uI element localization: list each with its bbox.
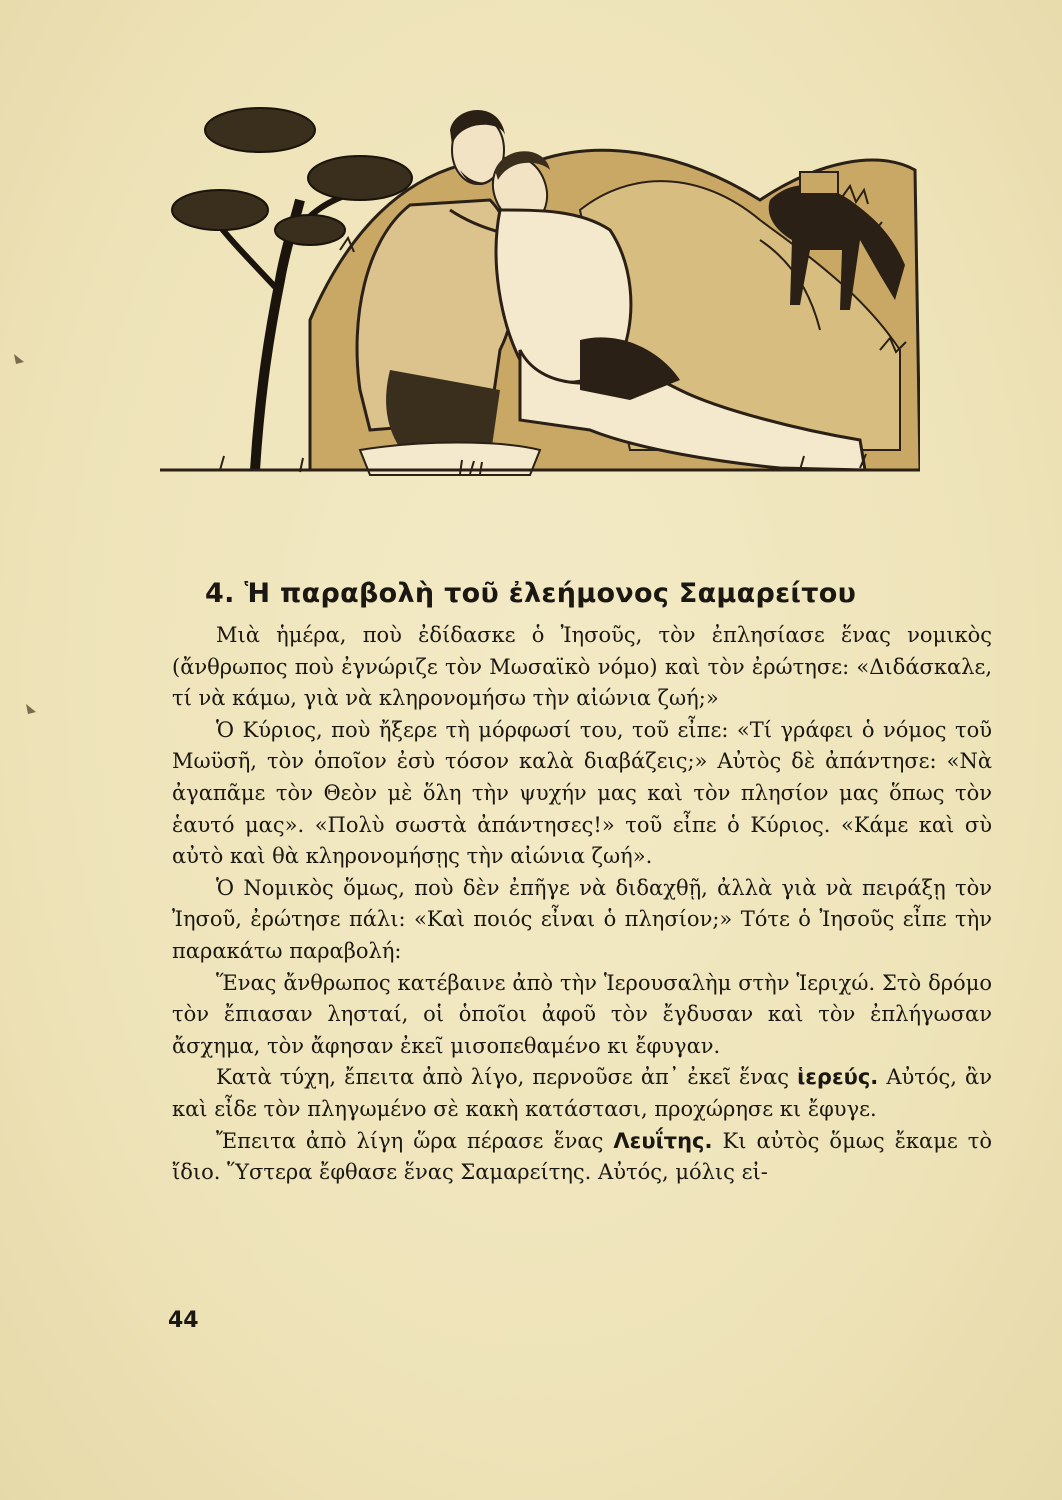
paragraph: Ὁ Νομικὸς ὅμως, ποὺ δὲν ἐπῆγε νὰ διδαχθῇ, ἀλλὰ γιὰ νὰ πειράξῃ τὸν Ἰησοῦ, ἐρώτησε πάλι: «Καὶ ποιός εἶναι ὁ πλησίον;» Τότε ὁ Ἰησοῦς εἶπε τὴν παρακάτω παραβολή: — [172, 875, 992, 963]
section-title: 4. Ἡ παραβολὴ τοῦ ἐλεήμονος Σαμαρείτου — [205, 578, 857, 610]
text-run: Κι αὐτὸς ὅμως ἔκαμε τὸ ἴδιο. Ὕστερα ἔφθασε ἕνας Σαμαρείτης. Αὐτός, μόλις εἰ- — [172, 1128, 993, 1185]
emphasized-word-priest: ἱερεύς. — [797, 1065, 879, 1090]
margin-mark — [22, 700, 42, 720]
paragraph — [172, 1062, 992, 1125]
paragraph — [172, 1126, 992, 1189]
paragraph: Μιὰ ἡμέρα, ποὺ ἐδίδασκε ὁ Ἰησοῦς, τὸν ἐπλησίασε ἕνας νομικὸς (ἄνθρωπος ποὺ ἐγνώριζε τὸν Μωσαϊκὸ νόμο) καὶ τὸν ἐρώτησε: «Διδάσκαλε, τί νὰ κάμω, γιὰ νὰ κληρονομήσω τὴν αἰώνια ζωή;» — [172, 623, 992, 711]
paragraph: Ἕνας ἄνθρωπος κατέβαινε ἀπὸ τὴν Ἱερουσαλὴμ στὴν Ἱεριχώ. Στὸ δρόμο τὸν ἔπιασαν λησταί, οἱ ὁποῖοι ἀφοῦ τὸν ἔγδυσαν καὶ τὸν ἐπλήγωσαν ἄσχημα, τὸν ἄφησαν ἐκεῖ μισοπεθαμένο κι ἔφυγαν. — [172, 970, 992, 1058]
margin-mark — [10, 350, 30, 370]
text-run: Αὐτός, ἂν καὶ εἶδε τὸν πληγωμένο σὲ κακὴ κατάστασι, προχώρησε κι ἔφυγε. — [172, 1065, 992, 1121]
paragraph: Ὁ Κύριος, ποὺ ἤξερε τὴ μόρφωσί του, τοῦ εἶπε: «Τί γράφει ὁ νόμος τοῦ Μωϋσῆ, τὸν ὁποῖον ἐσὺ τόσον καλὰ διαβάζεις;» Αὐτὸς δὲ ἀπάντησε: «Νὰ ἀγαπᾶμε τὸν Θεὸν μὲ ὅλη τὴν ψυχήν μας καὶ τὸν πλησίον μας ὅπως τὸν ἑαυτό μας». «Πολὺ σωστὰ ἀπάντησες!» τοῦ εἶπε ὁ Κύριος. «Κάμε καὶ σὺ αὐτὸ καὶ θὰ κληρονομήσῃς τὴν αἰώνια ζωή». — [172, 717, 992, 869]
page-number: 44 — [168, 1308, 199, 1333]
body-text — [172, 620, 992, 1189]
emphasized-word-levite: Λευΐτης. — [613, 1128, 713, 1153]
text-run: Κατὰ τύχη, ἔπειτα ἀπὸ λίγο, περνοῦσε ἀπ᾽ ἐκεῖ ἕνας — [216, 1065, 789, 1090]
text-run: Ἔπειτα ἀπὸ λίγη ὥρα πέρασε ἕνας — [216, 1128, 604, 1153]
good-samaritan-illustration — [160, 90, 920, 498]
